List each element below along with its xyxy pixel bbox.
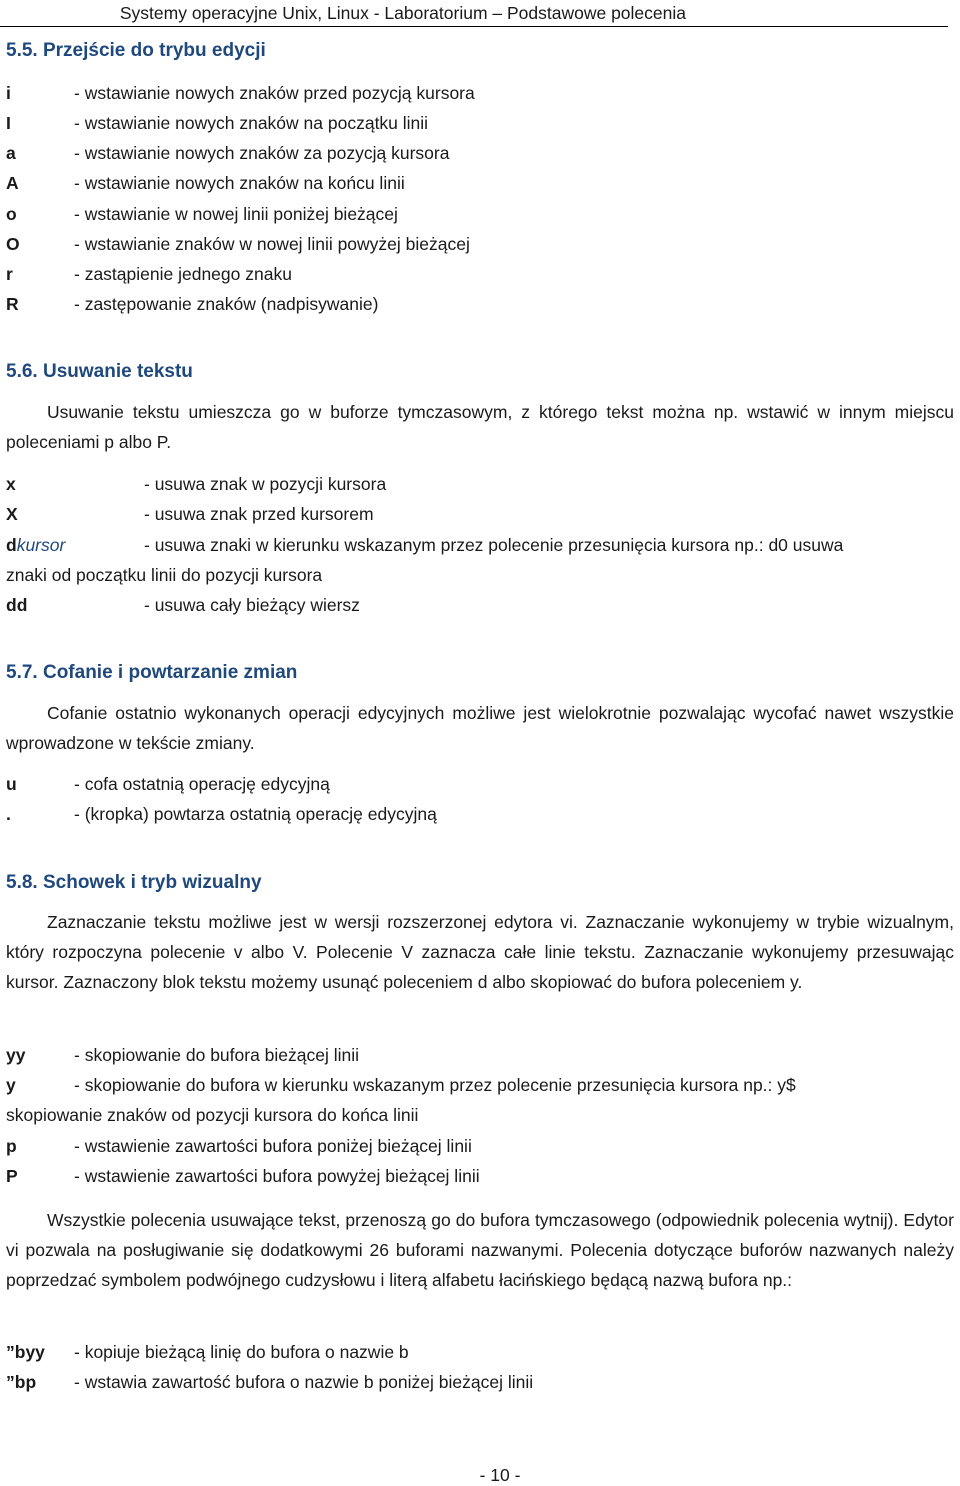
cmd-key: I	[6, 113, 11, 133]
cmd-key: R	[6, 294, 19, 314]
cmd-desc: - kopiuje bieżącą linię do bufora o nazwie b	[74, 1342, 409, 1362]
cmd-key: X	[6, 504, 18, 524]
cmd-key: ”byy	[6, 1342, 45, 1362]
cmd-key: O	[6, 234, 20, 254]
cmd-desc: - usuwa znak w pozycji kursora	[144, 474, 387, 494]
cmd-desc: - wstawia zawartość bufora o nazwie b poniżej bieżącej linii	[74, 1372, 534, 1392]
header-title: Systemy operacyjne Unix, Linux - Laboratorium – Podstawowe polecenia	[119, 3, 686, 23]
cmd-key: dd	[6, 595, 28, 615]
cmd-key: r	[6, 264, 13, 284]
cmd-key: y	[6, 1075, 16, 1095]
cmd-desc: - wstawienie zawartości bufora poniżej bieżącej linii	[74, 1136, 472, 1156]
heading-5-8: 5.8. Schowek i tryb wizualny	[6, 872, 262, 893]
cmd-key: x	[6, 474, 16, 494]
cmd-key: A	[6, 173, 19, 193]
cmd-desc: - wstawianie nowych znaków przed pozycją kursora	[74, 83, 475, 103]
cmd-key: o	[6, 204, 17, 224]
cmd-desc: - skopiowanie do bufora w kierunku wskazanym przez polecenie przesunięcia kursora np.: y$	[74, 1075, 796, 1095]
cmd-desc: - zastępowanie znaków (nadpisywanie)	[74, 294, 379, 314]
cmd-desc: - wstawienie zawartości bufora powyżej bieżącej linii	[74, 1166, 480, 1186]
cmd-key: p	[6, 1136, 17, 1156]
cmd-desc: - skopiowanie do bufora bieżącej linii	[74, 1045, 360, 1065]
cmd-key: i	[6, 83, 11, 103]
cmd-key: .	[6, 804, 11, 824]
cmd-desc: - usuwa znaki w kierunku wskazanym przez polecenie przesunięcia kursora np.: d0 usuwa	[144, 535, 844, 555]
page-header	[0, 0, 948, 27]
paragraph: Cofanie ostatnio wykonanych operacji edycyjnych możliwe jest wielokrotnie pozwalając wycofać nawet wszystkie wprowadzone w tekście zmiany.	[6, 703, 954, 754]
cmd-desc: - wstawianie w nowej linii poniżej bieżącej	[74, 204, 398, 224]
cmd-desc: - wstawianie nowych znaków na końcu linii	[74, 173, 405, 193]
cmd-desc: - wstawianie znaków w nowej linii powyżej bieżącej	[74, 234, 470, 254]
cmd-desc: - zastąpienie jednego znaku	[74, 264, 292, 284]
heading-5-7: 5.7. Cofanie i powtarzanie zmian	[6, 662, 298, 683]
cmd-desc-cont: skopiowanie znaków od pozycji kursora do końca linii	[6, 1105, 419, 1125]
cmd-desc: - (kropka) powtarza ostatnią operację edycyjną	[74, 804, 437, 824]
cmd-key: ”bp	[6, 1372, 37, 1392]
cmd-desc: - usuwa cały bieżący wiersz	[144, 595, 360, 615]
cmd-desc-cont: znaki od początku linii do pozycji kursora	[6, 565, 323, 585]
paragraph: Usuwanie tekstu umieszcza go w buforze tymczasowym, z którego tekst można np. wstawić w innym miejscu poleceniami p albo P.	[6, 402, 954, 453]
heading-5-5: 5.5. Przejście do trybu edycji	[6, 40, 266, 61]
cmd-key: a	[6, 143, 16, 163]
cmd-key-d	[6, 535, 65, 556]
cmd-key: d	[6, 535, 17, 555]
cmd-desc: - cofa ostatnią operację edycyjną	[74, 774, 330, 794]
cmd-key: P	[6, 1166, 18, 1186]
paragraph: Wszystkie polecenia usuwające tekst, przenoszą go do bufora tymczasowego (odpowiednik polecenia wytnij). Edytor vi pozwala na posługiwanie się dodatkowymi 26 buforami nazwanymi. Polecenia dotyczące buforów nazwanych należy poprzedzać symbolem podwójnego cudzysłowu i literą alfabetu łacińskiego będącą nazwą bufora np.:	[6, 1210, 954, 1291]
cmd-desc: - wstawianie nowych znaków na początku linii	[74, 113, 429, 133]
cmd-desc: - usuwa znak przed kursorem	[144, 504, 374, 524]
cmd-desc: - wstawianie nowych znaków za pozycją kursora	[74, 143, 450, 163]
page-number: - 10 -	[479, 1465, 521, 1485]
cmd-key: yy	[6, 1045, 26, 1065]
cmd-arg: kursor	[16, 535, 66, 555]
cmd-key: u	[6, 774, 17, 794]
heading-5-6: 5.6. Usuwanie tekstu	[6, 361, 193, 382]
paragraph: Zaznaczanie tekstu możliwe jest w wersji rozszerzonej edytora vi. Zaznaczanie wykonujemy w trybie wizualnym, który rozpoczyna polecenie v albo V. Polecenie V zaznacza całe linie tekstu. Zaznaczanie wykonujemy przesuwając kursor. Zaznaczony blok tekstu możemy usunąć poleceniem d albo skopiować do bufora poleceniem y.	[6, 912, 954, 993]
